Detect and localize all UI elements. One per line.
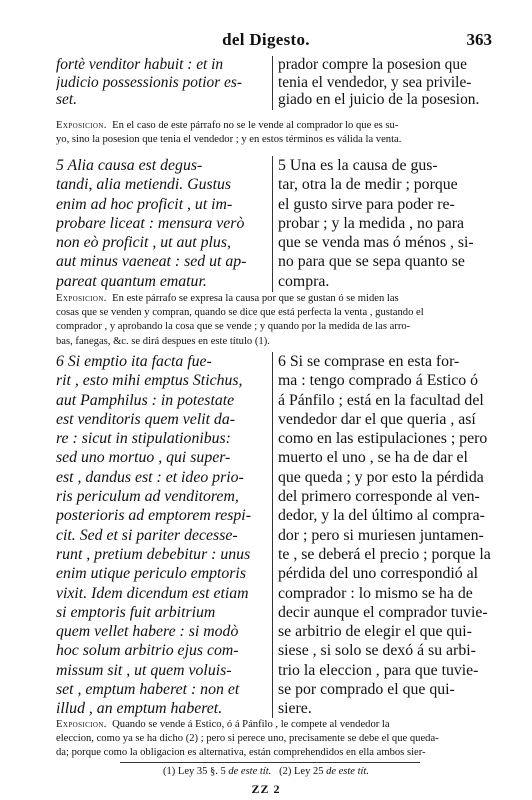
text-line: Quando se vende á Estico, ó á Pánfilo , le compete al vendedor la xyxy=(112,719,390,730)
text-line: comprador : lo mismo se ha de xyxy=(278,584,473,602)
text-line: sed uno mortuo , qui super- xyxy=(56,449,231,467)
text-line: si emptoris fuit arbitrium xyxy=(56,603,216,621)
text-line: pérdida del uno correspondió al xyxy=(278,565,479,583)
text-line: siese , si solo se dexó á su arbi- xyxy=(278,642,476,660)
text-line: eleccion, como ya se ha dicho (2) ; pero si perece uno, precisamente se debe el que queda- xyxy=(56,733,439,745)
text-line: que queda ; y por esto la pérdida xyxy=(278,468,484,486)
text-line: runt , pretium debebitur : unus xyxy=(56,545,251,563)
running-head: del Digesto. xyxy=(222,30,310,49)
column-divider xyxy=(272,56,273,110)
latin-column xyxy=(56,56,268,109)
text-line: te , se deberá el precio ; porque la xyxy=(278,545,491,563)
text-line: del primero corresponde al ven- xyxy=(278,488,480,506)
text-line: compra. xyxy=(278,272,330,290)
text-line: est venditoris quem velit da- xyxy=(56,410,235,428)
exposition-label: Exposicion. xyxy=(56,719,107,730)
text-line: aut minus vaeneat : sed ut ap- xyxy=(56,253,247,271)
text-line: da; porque como la obligacion es alternativa, están comprehendidos en ella ambos sier- xyxy=(56,747,426,759)
text-line: fortè venditor habuit : et in xyxy=(56,56,224,73)
text-line: siere. xyxy=(278,700,312,718)
text-line: pareat quantum ematur. xyxy=(56,272,207,290)
text-line: vendedor dar el que queria , así xyxy=(278,410,476,428)
text-line: tandi, alia metiendi. Gustus xyxy=(56,176,232,194)
text-line: enim utique periculo emptoris xyxy=(56,565,246,583)
section-2 xyxy=(56,156,496,292)
text-line: vixit. Idem dicendum est etiam xyxy=(56,584,249,602)
footnote-ref-1-tail: de este tít. xyxy=(228,766,272,777)
text-line: 6 Si se comprase en esta for- xyxy=(278,353,460,370)
text-line: cosas que se venden y compran, quando se dice que está perfecta la venta , gustando el xyxy=(56,307,424,319)
text-line: ris periculum ad venditorem, xyxy=(56,488,239,506)
text-line: ma : tengo comprado á Estico ó xyxy=(278,372,479,390)
column-divider xyxy=(272,156,273,292)
text-line: probar ; y la medida , no para xyxy=(278,214,464,232)
column-divider xyxy=(272,352,273,718)
footnote-rule xyxy=(120,762,420,763)
text-line: aut Pamphilus : in potestate xyxy=(56,391,235,409)
exposition-label: Exposicion. xyxy=(56,120,107,131)
text-line: non eò proficit , ut aut plus, xyxy=(56,234,231,252)
text-line: yo, sino la posesion que tenia el vendedor ; y en estos términos es válida la venta. xyxy=(56,134,402,146)
footnote xyxy=(0,766,532,777)
text-line: En este párrafo se expresa la causa por que se gustan ó se miden las xyxy=(112,293,399,304)
spanish-column xyxy=(278,156,496,291)
text-line: En el caso de este párrafo no se le vende al comprador lo que es su- xyxy=(112,120,399,131)
text-line: prador compre la posesion que xyxy=(278,56,467,73)
text-line: el gusto sirve para poder re- xyxy=(278,195,455,213)
spanish-column xyxy=(278,352,496,719)
text-line: tar, otra la de medir ; porque xyxy=(278,176,458,194)
section-3 xyxy=(56,352,496,718)
text-line: como en las estipulaciones ; pero xyxy=(278,430,488,448)
exposition-2 xyxy=(56,292,496,349)
text-line: dedor, y la del último al compra- xyxy=(278,507,485,525)
text-line: tenia el vendedor, y sea privile- xyxy=(278,73,472,91)
exposition-label: Exposicion. xyxy=(56,293,107,304)
text-line: set. xyxy=(56,91,77,108)
text-line: giado en el juicio de la posesion. xyxy=(278,91,480,108)
text-line: posterioris ad emptorem respi- xyxy=(56,507,251,525)
text-line: set , emptum haberet : non et xyxy=(56,681,240,699)
text-line: se por comprado el que qui- xyxy=(278,681,455,699)
text-line: probare liceat : mensura verò xyxy=(56,214,245,232)
text-line: 5 Una es la causa de gus- xyxy=(278,157,438,174)
text-line: enim ad hoc proficit , ut im- xyxy=(56,195,233,213)
text-line: muerto el uno , se ha de dar el xyxy=(278,449,468,467)
text-line: bas, fanegas, &c. se dirá despues en este título (1). xyxy=(56,335,270,347)
text-line: missum sit , ut quem voluis- xyxy=(56,661,232,679)
text-line: á Pánfilo ; está en la facultad del xyxy=(278,391,484,409)
text-line: no para que se sepa quanto se xyxy=(278,253,465,271)
text-line: cit. Sed et si pariter decesse- xyxy=(56,526,238,544)
text-line: que se venda mas ó ménos , si- xyxy=(278,234,474,252)
text-line: comprador , y aprobando la cosa que se vende ; y quando por la medida de las arro- xyxy=(56,321,411,333)
latin-column xyxy=(56,352,268,719)
text-line: decir aunque el comprador tuvie- xyxy=(278,603,488,621)
exposition-1 xyxy=(56,119,496,147)
text-line: judicio possessionis potior es- xyxy=(56,73,242,91)
text-line: hoc solum arbitrio ejus com- xyxy=(56,642,239,660)
signature-mark: ZZ 2 xyxy=(251,782,281,796)
latin-column xyxy=(56,156,268,291)
text-line: illud , an emptum haberet. xyxy=(56,700,223,718)
text-line: se arbitrio de elegir el que qui- xyxy=(278,623,472,641)
text-line: 5 Alia causa est degus- xyxy=(56,157,203,174)
text-line: dor ; pero si muriesen juntamen- xyxy=(278,526,484,544)
text-line: rit , esto mihi emptus Stichus, xyxy=(56,372,243,390)
text-line: 6 Si emptio ita facta fue- xyxy=(56,353,212,370)
footnote-ref-1: (1) Ley 35 §. 5 xyxy=(163,766,226,777)
spanish-column xyxy=(278,56,496,109)
exposition-3 xyxy=(56,718,496,761)
page-number: 363 xyxy=(466,30,492,49)
text-line: re : sicut in stipulationibus: xyxy=(56,430,231,448)
footnote-ref-2-tail: de este tít. xyxy=(326,766,369,777)
text-line: quem vellet habere : si modò xyxy=(56,623,239,641)
footnote-ref-2: (2) Ley 25 xyxy=(279,766,324,777)
text-line: est , dandus est : et ideo prio- xyxy=(56,468,244,486)
text-line: trio la eleccion , para que tuvie- xyxy=(278,661,479,679)
section-1 xyxy=(56,56,496,110)
